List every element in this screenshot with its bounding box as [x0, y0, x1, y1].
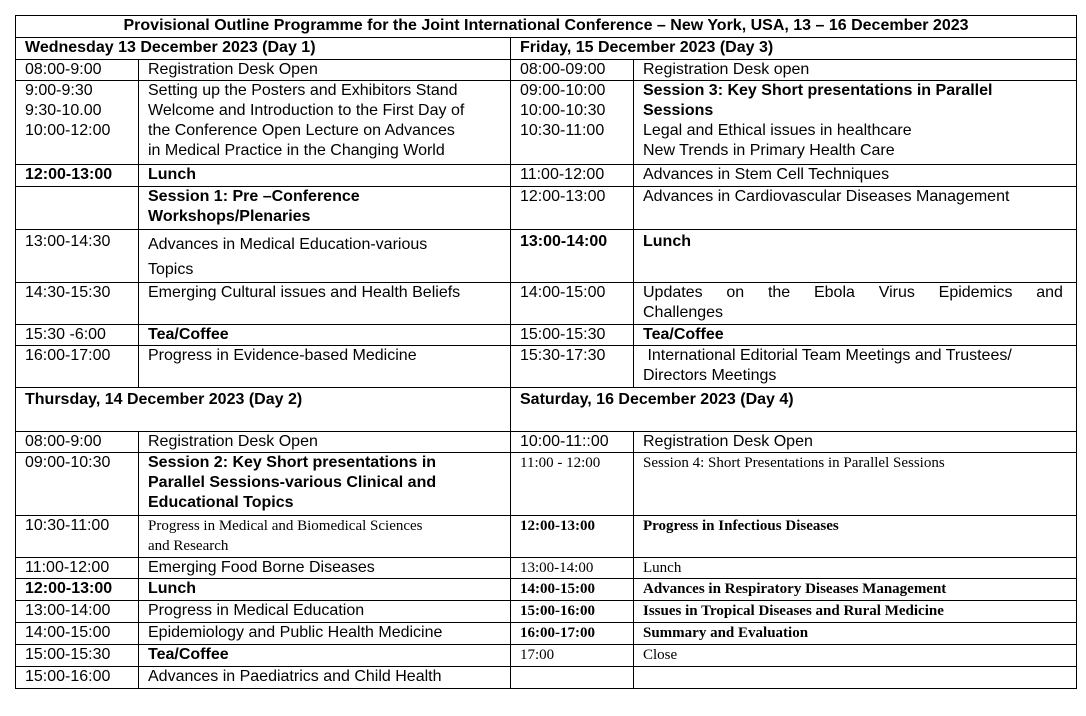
day4-event: Lunch [634, 558, 1077, 579]
event-line: Topics [148, 261, 194, 278]
time-line: 10:00-10:30 [520, 102, 606, 119]
event-line: the Conference Open Lecture on Advances [148, 122, 455, 139]
day1-event: Progress in Evidence-based Medicine [139, 346, 511, 388]
day3-event: Advances in Cardiovascular Diseases Management [634, 187, 1077, 230]
day2-event: Advances in Paediatrics and Child Health [139, 667, 511, 689]
event-word: Ebola [813, 284, 855, 301]
day4-time: 12:00-13:00 [511, 516, 634, 558]
day2-time: 08:00-9:00 [16, 432, 139, 453]
day3-time: 15:30-17:30 [511, 346, 634, 388]
programme-table [15, 15, 1077, 689]
day4-time: 15:00-16:00 [511, 601, 634, 623]
day2-time: 12:00-13:00 [16, 579, 139, 601]
event-line: Directors Meetings [643, 367, 777, 384]
day3-time [511, 81, 634, 165]
event-line: Setting up the Posters and Exhibitors Stand [148, 82, 458, 99]
day1-event [139, 187, 511, 230]
event-word: Virus [878, 284, 915, 301]
event-line: Sessions [643, 102, 714, 119]
day3-event: Advances in Stem Cell Techniques [634, 165, 1077, 187]
day2-event: Lunch [139, 579, 511, 601]
day1-time [16, 81, 139, 165]
event-word: Updates [643, 284, 703, 301]
event-word: the [767, 284, 791, 301]
day4-header: Saturday, 16 December 2023 (Day 4) [511, 388, 1077, 432]
day2-event [139, 516, 511, 558]
day1-time: 13:00-14:30 [16, 230, 139, 283]
time-line: 10:30-11:00 [520, 122, 605, 139]
time-line: 10:00-12:00 [25, 122, 111, 139]
event-word: on [726, 284, 745, 301]
day3-time: 08:00-09:00 [511, 60, 634, 81]
day2-time: 10:30-11:00 [16, 516, 139, 558]
day1-event: Registration Desk Open [139, 60, 511, 81]
day1-event [139, 230, 511, 283]
day2-time: 13:00-14:00 [16, 601, 139, 623]
event-line: Session 3: Key Short presentations in Parallel [643, 82, 993, 99]
day1-time: 08:00-9:00 [16, 60, 139, 81]
programme-document [15, 15, 1076, 689]
day1-event [139, 81, 511, 165]
day2-time: 15:00-15:30 [16, 645, 139, 667]
day1-event: Emerging Cultural issues and Health Beliefs [139, 283, 511, 325]
event-word: and [1036, 284, 1063, 301]
day2-time: 11:00-12:00 [16, 558, 139, 579]
day4-event: Issues in Tropical Diseases and Rural Medicine [634, 601, 1077, 623]
day3-time: 11:00-12:00 [511, 165, 634, 187]
day4-time: 17:00 [511, 645, 634, 667]
day3-time: 13:00-14:00 [511, 230, 634, 283]
event-line: Progress in Medical and Biomedical Sciences [148, 518, 423, 534]
event-line: Welcome and Introduction to the First Day of [148, 102, 465, 119]
day3-event: Registration Desk open [634, 60, 1077, 81]
day2-event: Progress in Medical Education [139, 601, 511, 623]
event-line: New Trends in Primary Health Care [643, 142, 895, 159]
event-line: Educational Topics [148, 494, 294, 511]
programme-title: Provisional Outline Programme for the Joint International Conference – New York, USA, 13 – 16 December 2023 [16, 16, 1077, 38]
day2-time: 15:00-16:00 [16, 667, 139, 689]
day4-time: 13:00-14:00 [511, 558, 634, 579]
day4-time: 16:00-17:00 [511, 623, 634, 645]
day1-event: Lunch [139, 165, 511, 187]
day3-event: Tea/Coffee [634, 325, 1077, 346]
day4-event: Summary and Evaluation [634, 623, 1077, 645]
day2-event: Tea/Coffee [139, 645, 511, 667]
event-line: and Research [148, 538, 229, 554]
day3-event [634, 81, 1077, 165]
event-line: Session 2: Key Short presentations in [148, 454, 437, 471]
day3-header: Friday, 15 December 2023 (Day 3) [511, 38, 1077, 60]
day3-time: 15:00-15:30 [511, 325, 634, 346]
event-line: in Medical Practice in the Changing World [148, 142, 445, 159]
day3-time: 14:00-15:00 [511, 283, 634, 325]
event-line: Challenges [643, 304, 724, 321]
day3-event [634, 346, 1077, 388]
day2-event: Emerging Food Borne Diseases [139, 558, 511, 579]
day2-time: 14:00-15:00 [16, 623, 139, 645]
day1-time: 15:30 -6:00 [16, 325, 139, 346]
time-line: 09:00-10:00 [520, 82, 606, 99]
day4-event: Progress in Infectious Diseases [634, 516, 1077, 558]
event-word: Epidemics [938, 284, 1013, 301]
day3-time: 12:00-13:00 [511, 187, 634, 230]
day1-time [16, 187, 139, 230]
time-line: 9:00-9:30 [25, 82, 93, 99]
day4-time: 14:00-15:00 [511, 579, 634, 601]
day4-event: Session 4: Short Presentations in Parallel Sessions [634, 453, 1077, 516]
event-line: Legal and Ethical issues in healthcare [643, 122, 912, 139]
day3-event: Lunch [634, 230, 1077, 283]
day1-time: 16:00-17:00 [16, 346, 139, 388]
day2-time: 09:00-10:30 [16, 453, 139, 516]
day2-event: Registration Desk Open [139, 432, 511, 453]
day3-event [634, 283, 1077, 325]
day2-event: Epidemiology and Public Health Medicine [139, 623, 511, 645]
time-line: 9:30-10.00 [25, 102, 102, 119]
day4-time: 10:00-11::00 [511, 432, 634, 453]
day1-header: Wednesday 13 December 2023 (Day 1) [16, 38, 511, 60]
day1-time: 12:00-13:00 [16, 165, 139, 187]
event-line: Session 1: Pre –Conference [148, 188, 360, 205]
day1-time: 14:30-15:30 [16, 283, 139, 325]
day4-time [511, 667, 634, 689]
event-line: Advances in Medical Education-various [148, 236, 428, 253]
event-line: Workshops/Plenaries [148, 208, 311, 225]
day4-event [634, 667, 1077, 689]
day4-time: 11:00 - 12:00 [511, 453, 634, 516]
event-line: Parallel Sessions-various Clinical and [148, 474, 437, 491]
event-line: International Editorial Team Meetings and Trustees/ [643, 347, 1012, 364]
day2-header: Thursday, 14 December 2023 (Day 2) [16, 388, 511, 432]
day4-event: Advances in Respiratory Diseases Management [634, 579, 1077, 601]
day4-event: Registration Desk Open [634, 432, 1077, 453]
day2-event [139, 453, 511, 516]
day1-event: Tea/Coffee [139, 325, 511, 346]
event-line-justified [643, 283, 1063, 303]
day4-event: Close [634, 645, 1077, 667]
